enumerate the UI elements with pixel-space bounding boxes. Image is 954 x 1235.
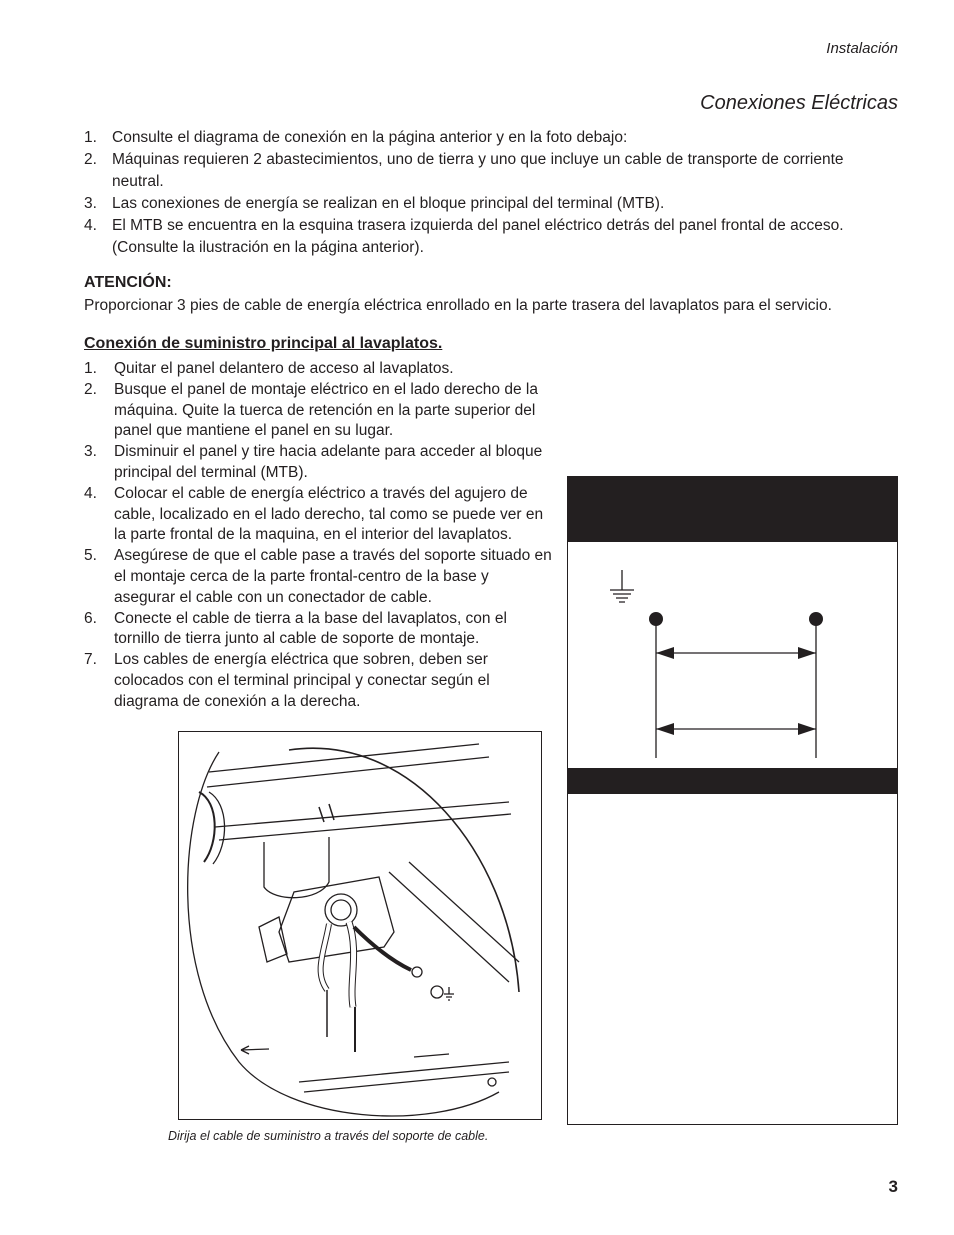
wiring-diagram <box>567 542 898 768</box>
cable-routing-illustration <box>178 731 542 1120</box>
wiring-diagram-header <box>567 476 898 542</box>
list-item: 1. Quitar el panel delantero de acceso al lavaplatos. <box>84 360 454 377</box>
cable-routing-drawing <box>179 732 542 1120</box>
section-title: Conexiones Eléctricas <box>700 92 898 114</box>
terminal-dot-left <box>649 612 663 626</box>
connection-heading: Conexión de suministro principal al lavaplatos. <box>84 335 443 352</box>
attention-heading: ATENCIÓN: <box>84 274 172 291</box>
connection-steps <box>84 359 554 713</box>
list-item: 2. Máquinas requieren 2 abastecimientos, uno de tierra y uno que incluye un cable de transporte de corriente neutral. <box>84 151 844 190</box>
list-item: 2. Busque el panel de montaje eléctrico en el lado derecho de la máquina. Quite la tuerca de retención en la parte superior del panel que mantiene el panel en su lugar. <box>84 380 538 440</box>
list-item: 7. Los cables de energía eléctrica que sobren, deben ser colocados con el terminal principal y conectar según el diagrama de conexión a la derecha. <box>84 651 490 710</box>
section-label: Instalación <box>826 40 898 57</box>
list-item: 4. Colocar el cable de energía eléctrico a través del agujero de cable, localizado en el lado derecho, tal como se puede ver en la parte frontal de la maquina, en el interior del lavaplatos. <box>84 484 544 544</box>
intro-list <box>84 127 884 259</box>
list-item: 1. Consulte el diagrama de conexión en la página anterior y en la foto debajo: <box>84 129 628 146</box>
list-item: 6. Conecte el cable de tierra a la base del lavaplatos, con el tornillo de tierra junto al cable de soporte de montaje. <box>84 609 507 648</box>
attention-text: Proporcionar 3 pies de cable de energía eléctrica enrollado en la parte trasera del lavaplatos para el servicio. <box>84 297 832 314</box>
wiring-diagram-band <box>567 768 898 794</box>
photo-caption: Dirija el cable de suministro a través del soporte de cable. <box>168 1129 489 1143</box>
list-item: 3. Las conexiones de energía se realizan en el bloque principal del terminal (MTB). <box>84 195 665 212</box>
list-item: 3. Disminuir el panel y tire hacia adelante para acceder al bloque principal del terminal (MTB). <box>84 443 543 481</box>
page-number: 3 <box>888 1177 898 1196</box>
list-item: 5. Asegúrese de que el cable pase a través del soporte situado en el montaje cerca de la parte frontal-centro de la base y asegurar el cable con un conectador de cable. <box>84 547 552 606</box>
list-item: 4. El MTB se encuentra en la esquina trasera izquierda del panel eléctrico detrás del panel frontal de acceso. (Consulte la ilustración en la página anterior). <box>84 217 844 256</box>
terminal-dot-right <box>809 612 823 626</box>
